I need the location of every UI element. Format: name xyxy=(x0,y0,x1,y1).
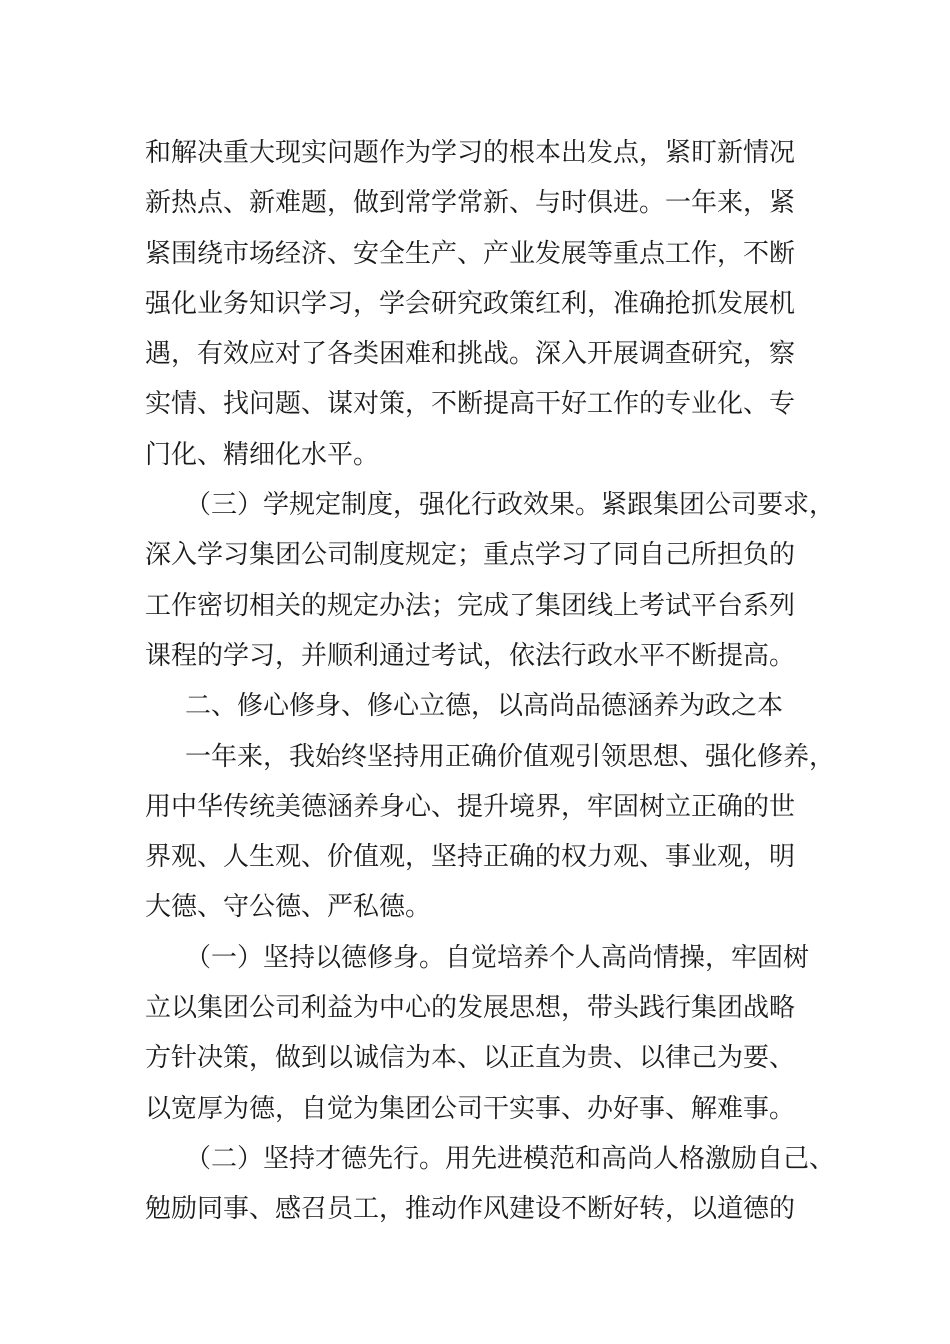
body-line-2: 新热点、新难题，做到常学常新、与时俱进。一年来，紧 xyxy=(145,188,796,219)
body-line-14: 用中华传统美德涵养身心、提升境界，牢固树立正确的世 xyxy=(145,791,796,822)
subsection-heading-3: （三）学规定制度，强化行政效果。紧跟集团公司要求， xyxy=(185,490,836,521)
body-line-3: 紧围绕市场经济、安全生产、产业发展等重点工作，不断 xyxy=(145,238,796,269)
document-body xyxy=(145,128,836,1235)
body-line-11: 课程的学习，并顺利通过考试，依法行政水平不断提高。 xyxy=(145,640,796,671)
body-line-15: 界观、人生观、价值观，坚持正确的权力观、事业观，明 xyxy=(145,842,796,873)
body-line-1: 和解决重大现实问题作为学习的根本出发点，紧盯新情况 xyxy=(145,138,796,168)
body-line-5: 遇，有效应对了各类困难和挑战。深入开展调查研究，察 xyxy=(145,339,796,370)
body-line-20: 以宽厚为德，自觉为集团公司干实事、办好事、解难事。 xyxy=(145,1093,796,1124)
body-line-22: 勉励同事、感召员工，推动作风建设不断好转，以道德的 xyxy=(145,1194,796,1225)
body-line-7: 门化、精细化水平。 xyxy=(145,439,380,470)
subsection-heading-1: （一）坚持以德修身。自觉培养个人高尚情操，牢固树 xyxy=(185,942,810,973)
body-line-4: 强化业务知识学习，学会研究政策红利，准确抢抓发展机 xyxy=(145,288,796,319)
body-line-16: 大德、守公德、严私德。 xyxy=(145,892,432,923)
section-heading-2: 二、修心修身、修心立德，以高尚品德涵养为政之本 xyxy=(185,691,784,722)
body-line-18: 立以集团公司利益为中心的发展思想，带头践行集团战略 xyxy=(145,993,796,1024)
body-line-10: 工作密切相关的规定办法；完成了集团线上考试平台系列 xyxy=(145,590,796,621)
body-line-6: 实情、找问题、谋对策，不断提高干好工作的专业化、专 xyxy=(145,389,796,420)
body-line-19: 方针决策，做到以诚信为本、以正直为贵、以律己为要、 xyxy=(145,1043,796,1074)
body-line-13: 一年来，我始终坚持用正确价值观引领思想、强化修养， xyxy=(185,741,836,772)
body-line-9: 深入学习集团公司制度规定；重点学习了同自己所担负的 xyxy=(145,540,796,571)
subsection-heading-2: （二）坚持才德先行。用先进模范和高尚人格激励自己、 xyxy=(185,1143,836,1174)
